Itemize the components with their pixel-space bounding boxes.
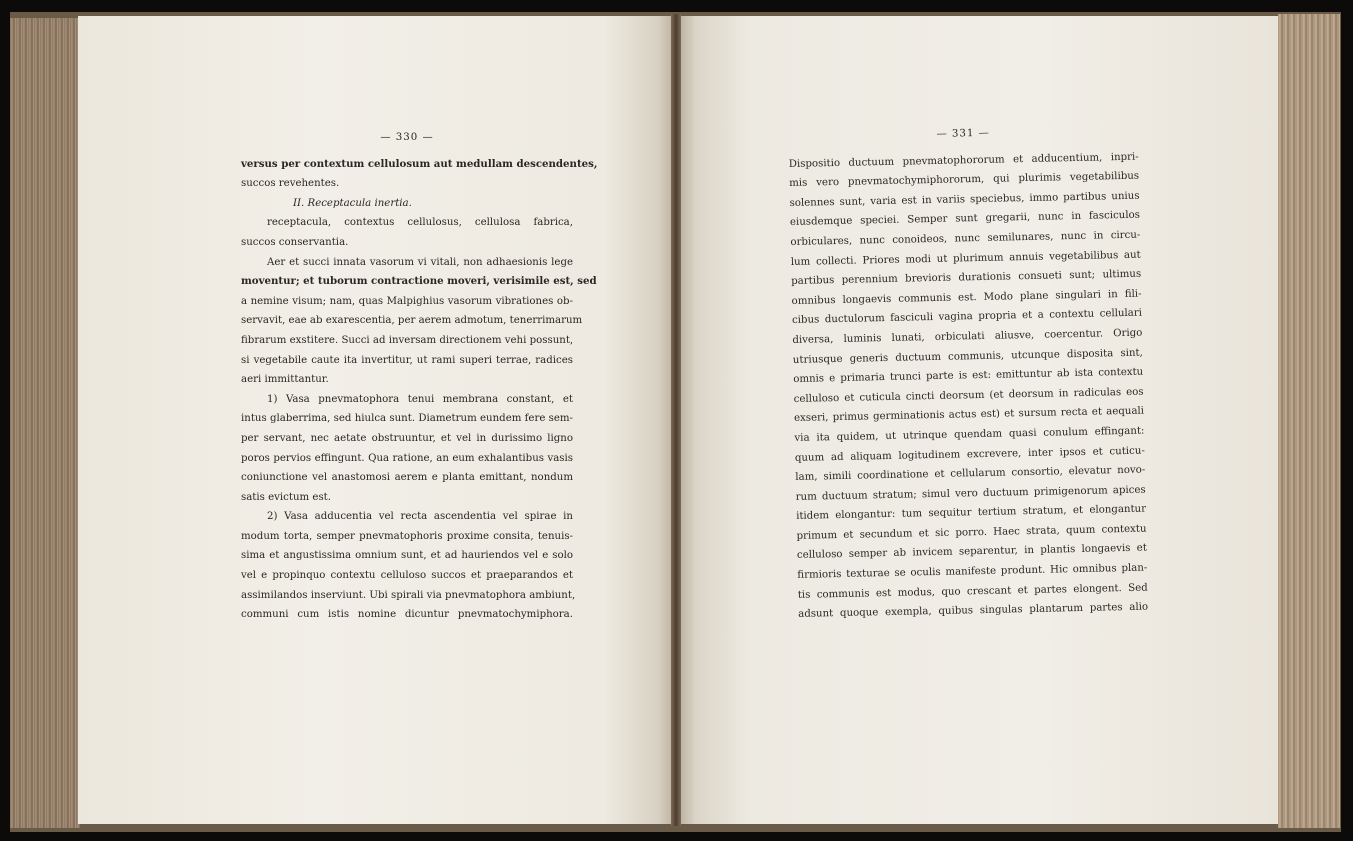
text-line: partibus perennium brevioris durationis consueti sunt; ultimus: [791, 268, 1142, 288]
section-heading: II. Receptacula inertia.: [293, 197, 412, 209]
page-number: — 330 —: [380, 132, 434, 143]
text-line: rum ductuum stratum; simul vero ductuum primigenorum apices: [795, 484, 1146, 503]
text-line: per servant, nec aetate obstruuntur, et vel in durissimo ligno: [241, 432, 573, 444]
text-line: coniunctione vel anastomosi aerem e planta emittant, nondum: [241, 472, 573, 484]
text-line: servavit, eae ab exarescentia, per aerem admotum, tenerrimarum: [241, 315, 583, 327]
text-line: mis vero pnevmatochymiphororum, qui plurimis vegetabilibus: [789, 170, 1140, 190]
text-line: adsunt quoque exempla, quibus singulas plantarum partes alio: [798, 601, 1149, 621]
left-page-edges: [10, 18, 80, 828]
text-line: orbiculares, nunc conoideos, nunc semilunares, nunc in circu-: [790, 229, 1141, 248]
text-line: intus glaberrima, sed hiulca sunt. Diametrum eundem fere sem-: [241, 413, 573, 425]
text-line: 1) Vasa pnevmatophora tenui membrana constant, et: [267, 393, 573, 405]
text-line: Aer et succi innata vasorum vi vitali, non adhaesionis lege: [267, 256, 573, 268]
text-line: diversa, luminis lunati, orbiculati aliusve, coercentur. Origo: [792, 327, 1143, 346]
text-line: satis evictum est.: [241, 491, 332, 503]
text-line: firmioris texturae se oculis manifeste produnt. Hic omnibus plan-: [797, 562, 1148, 581]
text-line: quum ad aliquam logitudinem excrevere, inter ipsos et cuticu-: [794, 445, 1145, 464]
text-line: moventur; et tuborum contractione moveri, verisimile est, sed: [241, 275, 597, 288]
text-line: assimilandos inserviunt. Ubi spirali via pnevmatophora ambiunt,: [241, 589, 576, 601]
text-line: exseri, primus germinationis actus est) et sursum recta et aequali: [793, 405, 1145, 425]
text-line: receptacula, contextus cellulosus, cellulosa fabrica,: [267, 217, 573, 229]
text-line: lam, simili coordinatione et cellularum consortio, elevatur novo-: [795, 464, 1146, 484]
text-line: via ita quidem, ut utrinque quendam quasi conulum effingant:: [794, 425, 1145, 444]
text-line: communi cum istis nomine dicuntur pnevmatochymiphora.: [241, 609, 573, 621]
text-line: succos conservantia.: [241, 236, 349, 248]
text-line: si vegetabile caute ita invertitur, ut rami superi terrae, radices: [241, 354, 573, 366]
text-line: omnis e primaria trunci parte is est: emittuntur ab ista contextu: [793, 366, 1144, 386]
right-page-edges: [1278, 14, 1340, 828]
text-line: cibus ductulorum fasciculi vagina propria et a contextu cellulari: [791, 307, 1143, 327]
right-page-text: [788, 121, 1148, 625]
text-line: versus per contextum cellulosum aut medullam descendentes,: [241, 157, 598, 170]
text-line: Dispositio ductuum pnevmatophororum et adducentium, inpri-: [788, 151, 1139, 170]
text-line: a nemine visum; nam, quas Malpighius vasorum vibrationes ob-: [241, 295, 573, 307]
text-line: celluloso semper ab invicem separentur, in plantis longaevis et: [796, 543, 1148, 562]
text-line: lum collecti. Priores modi ut plurimum annuis vegetabilibus aut: [790, 249, 1141, 268]
text-line: itidem elongantur: tum sequitur tertium stratum, et elongantur: [796, 503, 1147, 523]
text-line: omnibus longaevis communis est. Modo plane singulari in fili-: [791, 288, 1142, 307]
text-line: sima et angustissima omnium sunt, et ad hauriendos vel e solo: [241, 550, 573, 562]
text-line: modum torta, semper pnevmatophoris proxime consita, tenuis-: [241, 530, 573, 542]
book-gutter: [671, 14, 681, 826]
text-line: fibrarum exstitere. Succi ad inversam directionem vehi possunt,: [241, 334, 574, 346]
text-line: tis communis est modus, quo crescant et partes elongent. Sed: [797, 582, 1148, 601]
text-line: solennes sunt, varia est in variis speciebus, immo partibus unius: [789, 190, 1140, 209]
left-page-text: [241, 128, 598, 625]
text-line: eiusdemque speciei. Semper sunt gregarii, nunc in fasciculos: [789, 210, 1141, 229]
text-line: vel e propinquo contextu celluloso succos et praeparandos et: [241, 570, 573, 582]
page-number: — 331 —: [936, 127, 990, 140]
text-line: 2) Vasa adducentia vel recta ascendentia vel spirae in: [267, 511, 573, 523]
text-line: aeri immittantur.: [241, 374, 329, 386]
text-line: celluloso et cuticula cincti deorsum (et deorsum in radiculas eos: [793, 386, 1144, 405]
text-line: poros pervios effingunt. Qua ratione, an eum exhalantibus vasis: [241, 452, 573, 464]
text-line: primum et secundum et sic porro. Haec strata, quum contextu: [796, 523, 1147, 542]
text-line: succos revehentes.: [241, 178, 340, 190]
text-line: utriusque generis ductuum communis, utcunque disposita sint,: [792, 347, 1143, 366]
